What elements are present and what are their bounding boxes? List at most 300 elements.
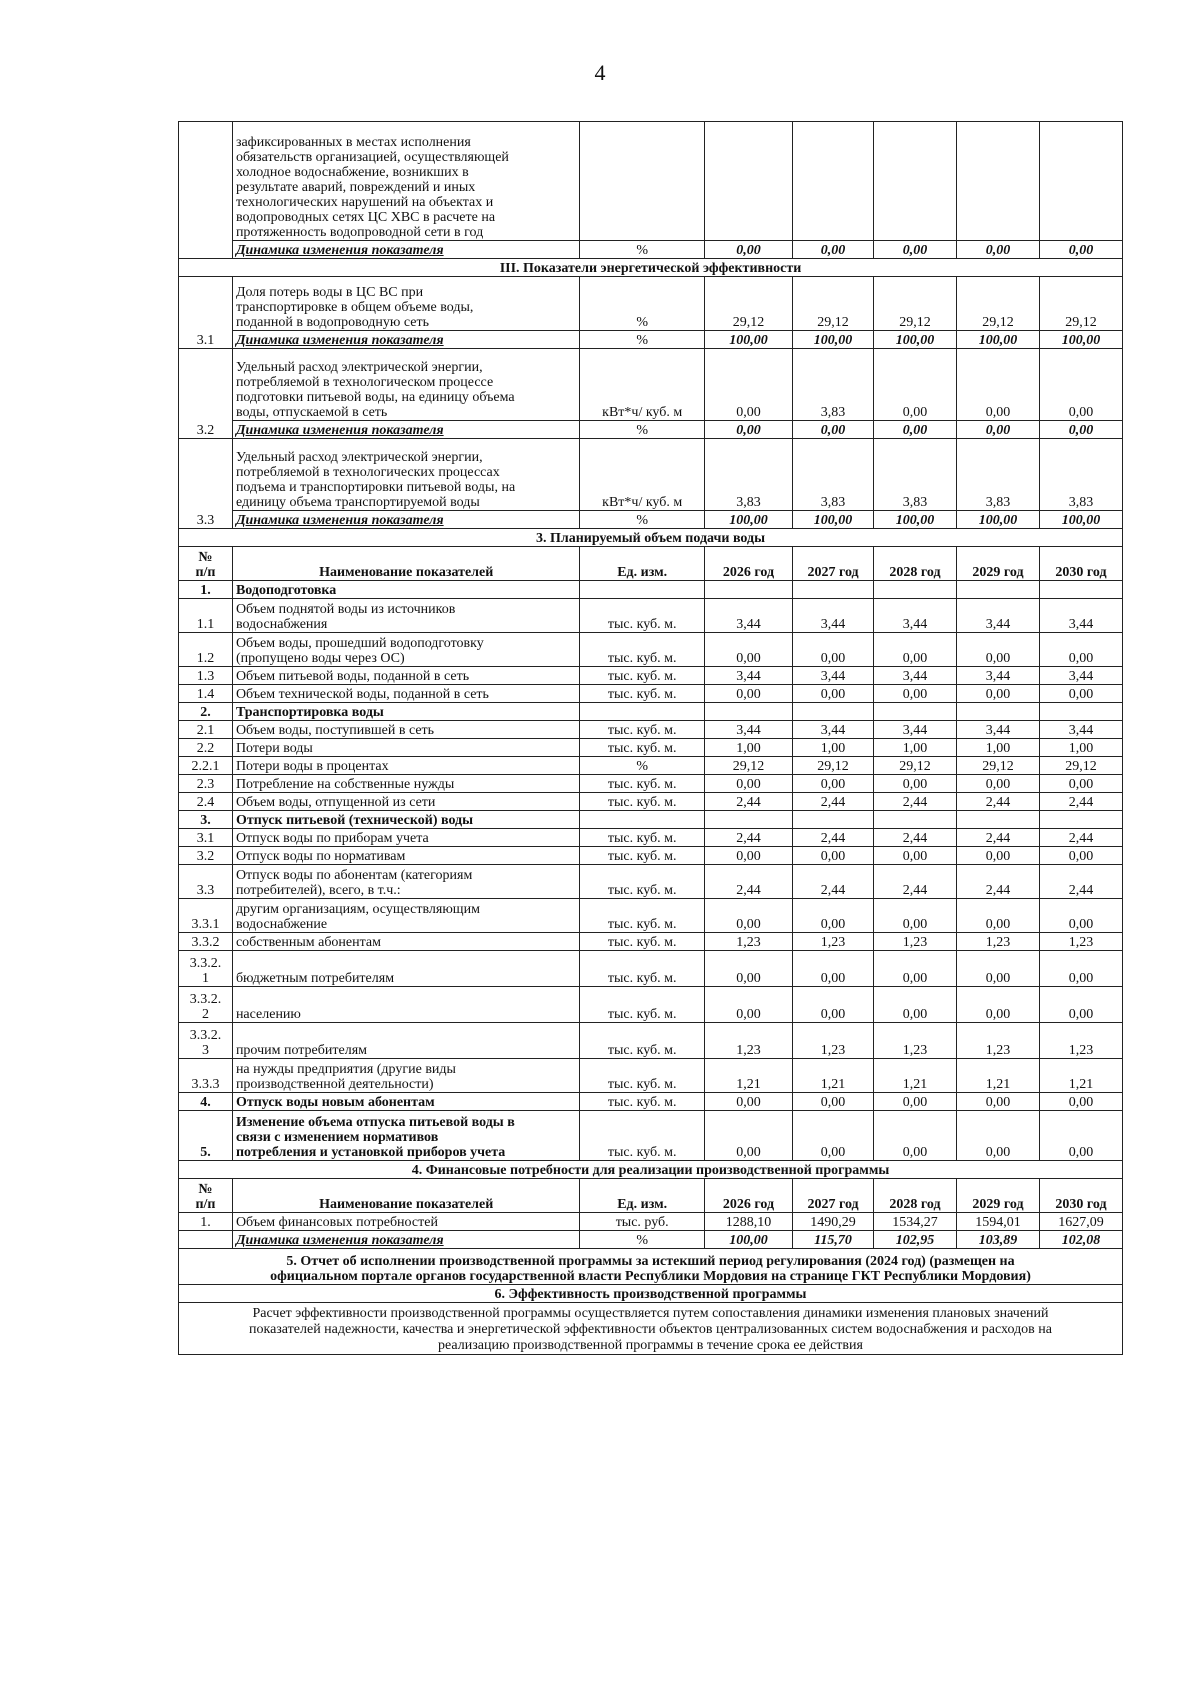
dynamics-label-cell [232, 331, 580, 349]
value-cell: 0,00 [793, 1093, 874, 1111]
indicator-name-cell [232, 349, 580, 421]
empty-cell [874, 811, 957, 829]
dynamics-value-cell: 0,00 [1039, 241, 1122, 259]
value-cell: 29,12 [1039, 757, 1122, 775]
value-cell: 0,00 [793, 1111, 874, 1161]
dynamics-row [179, 511, 1123, 529]
table-row [179, 599, 1123, 633]
value-cell: 0,00 [704, 349, 792, 421]
value-cell: 1,23 [1039, 1023, 1122, 1059]
indicator-name-cell: Отпуск воды по приборам учета [232, 829, 580, 847]
group-row [179, 703, 1123, 721]
empty-cell [1039, 703, 1122, 721]
value-cell: 1,00 [956, 739, 1039, 757]
indicator-name-cell: Потери воды в процентах [232, 757, 580, 775]
value-cell: 0,00 [1039, 1093, 1122, 1111]
dynamics-row [179, 241, 1123, 259]
value-cell: 0,00 [956, 1093, 1039, 1111]
empty-cell [1039, 581, 1122, 599]
unit-cell: тыс. куб. м. [580, 739, 704, 757]
value-cell: 0,00 [956, 951, 1039, 987]
table-row [179, 1059, 1123, 1093]
unit-cell: тыс. куб. м. [580, 685, 704, 703]
value-cell: 2,44 [956, 829, 1039, 847]
value-cell: 0,00 [874, 685, 957, 703]
dynamics-row [179, 331, 1123, 349]
value-cell: 1,23 [874, 1023, 957, 1059]
indicator-name-cell-line: транспортировке в общем объеме воды, [235, 300, 474, 315]
indicator-name-cell [232, 1059, 580, 1093]
unit-cell: % [580, 1231, 704, 1249]
num-cell-line: 3.3.2. [189, 1028, 222, 1043]
table-row [179, 349, 1123, 421]
header-num-cell [179, 547, 233, 581]
efficiency-text-cell-line: показателей надежности, качества и энергетической эффективности объектов централизованных систем водоснабжения и расходов на [248, 1322, 1053, 1337]
group-row [179, 581, 1123, 599]
indicator-name-cell-line: подъема и транспортировки питьевой воды, на [235, 480, 516, 495]
value-cell: 2,44 [874, 793, 957, 811]
value-cell: 3,83 [1039, 439, 1122, 511]
empty-cell [956, 122, 1039, 241]
table-row [179, 439, 1123, 511]
value-cell: 0,00 [956, 349, 1039, 421]
num-cell: 1. [179, 581, 233, 599]
value-cell: 29,12 [874, 277, 957, 331]
indicator-name-cell-line: Удельный расход электрической энергии, [235, 360, 483, 375]
value-cell: 1,23 [793, 933, 874, 951]
value-cell: 0,00 [1039, 1111, 1122, 1161]
header-year-cell: 2030 год [1039, 1179, 1122, 1213]
value-cell: 0,00 [704, 847, 792, 865]
unit-cell: % [580, 331, 704, 349]
dynamics-value-cell: 102,08 [1039, 1231, 1122, 1249]
indicator-name-cell-line: поданной в водопроводную сеть [235, 315, 429, 330]
value-cell: 3,44 [874, 599, 957, 633]
num-cell: 1.3 [179, 667, 233, 685]
empty-cell [793, 122, 874, 241]
empty-cell [580, 703, 704, 721]
efficiency-row [179, 1303, 1123, 1355]
indicator-name-cell [232, 599, 580, 633]
header-year-cell: 2028 год [874, 547, 957, 581]
num-cell: 2.3 [179, 775, 233, 793]
num-cell: 2. [179, 703, 233, 721]
value-cell: 1,23 [1039, 933, 1122, 951]
header-year-cell: 2030 год [1039, 547, 1122, 581]
empty-cell [580, 581, 704, 599]
efficiency-text-cell-line: реализацию производственной программы в течение срока ее действия [438, 1338, 863, 1353]
value-cell: 3,44 [956, 721, 1039, 739]
report-cell [179, 1249, 1123, 1285]
value-cell: 1,00 [1039, 739, 1122, 757]
num-cell: 3.3 [179, 865, 233, 899]
value-cell: 0,00 [1039, 987, 1122, 1023]
value-cell: 3,44 [874, 721, 957, 739]
efficiency-text-cell [179, 1303, 1123, 1355]
dynamics-value-cell: 0,00 [956, 241, 1039, 259]
indicator-name-cell: Водоподготовка [232, 581, 580, 599]
value-cell: 1594,01 [956, 1213, 1039, 1231]
unit-cell: % [580, 277, 704, 331]
value-cell: 29,12 [793, 277, 874, 331]
indicator-name-cell: собственным абонентам [232, 933, 580, 951]
indicator-name-cell-line: водоснабжение [235, 917, 328, 932]
value-cell: 1288,10 [704, 1213, 792, 1231]
value-cell: 0,00 [956, 633, 1039, 667]
section-title-finance: 4. Финансовые потребности для реализации производственной программы [179, 1161, 1123, 1179]
dynamics-label-cell-text: Динамика изменения показателя [235, 243, 444, 258]
indicator-name-cell-line: единицу объема транспортируемой воды [235, 495, 480, 510]
dynamics-label-cell-text: Динамика изменения показателя [235, 513, 444, 528]
value-cell: 0,00 [704, 633, 792, 667]
value-cell: 1490,29 [793, 1213, 874, 1231]
table-row [179, 775, 1123, 793]
header-year-cell: 2028 год [874, 1179, 957, 1213]
value-cell: 0,00 [956, 899, 1039, 933]
value-cell: 3,44 [704, 667, 792, 685]
value-cell: 0,00 [704, 1093, 792, 1111]
indicator-name-cell-line: водопроводных сетях ЦС ХВС в расчете на [235, 210, 496, 225]
value-cell: 2,44 [793, 793, 874, 811]
indicator-name-cell: Потери воды [232, 739, 580, 757]
efficiency-text-cell-line: Расчет эффективности производственной программы осуществляется путем сопоставления динамики изменения плановых значений [252, 1306, 1049, 1321]
value-cell: 1,21 [956, 1059, 1039, 1093]
header-year-cell: 2027 год [793, 1179, 874, 1213]
dynamics-value-cell: 100,00 [956, 511, 1039, 529]
dynamics-label-cell-text: Динамика изменения показателя [235, 423, 444, 438]
value-cell: 0,00 [874, 987, 957, 1023]
indicator-name-cell-line: на нужды предприятия (другие виды [235, 1062, 456, 1077]
indicator-name-cell [232, 122, 580, 241]
value-cell: 0,00 [704, 951, 792, 987]
empty-cell [956, 703, 1039, 721]
value-cell: 3,44 [1039, 599, 1122, 633]
value-cell: 0,00 [874, 1093, 957, 1111]
indicator-name-cell-line: Удельный расход электрической энергии, [235, 450, 483, 465]
num-cell: 3.3.2 [179, 933, 233, 951]
dynamics-value-cell: 0,00 [874, 241, 957, 259]
num-cell [179, 987, 233, 1023]
dynamics-value-cell: 0,00 [1039, 421, 1122, 439]
table-row [179, 739, 1123, 757]
indicator-name-cell-line: водоснабжения [235, 617, 328, 632]
value-cell: 0,00 [1039, 685, 1122, 703]
indicator-name-cell: Объем воды, поступившей в сеть [232, 721, 580, 739]
value-cell: 3,83 [704, 439, 792, 511]
indicator-name-cell-line: Изменение объема отпуска питьевой воды в [235, 1115, 515, 1130]
unit-cell: % [580, 511, 704, 529]
empty-cell [956, 811, 1039, 829]
value-cell: 0,00 [793, 847, 874, 865]
empty-cell [874, 122, 957, 241]
num-cell: 2.4 [179, 793, 233, 811]
value-cell: 0,00 [956, 685, 1039, 703]
unit-cell: тыс. куб. м. [580, 667, 704, 685]
value-cell: 1,23 [874, 933, 957, 951]
empty-cell [704, 122, 792, 241]
indicator-name-cell: Объем воды, отпущенной из сети [232, 793, 580, 811]
dynamics-label-cell [232, 1231, 580, 1249]
unit-cell: тыс. куб. м. [580, 899, 704, 933]
value-cell: 0,00 [793, 775, 874, 793]
indicator-name-cell-line: воды, отпускаемой в сеть [235, 405, 388, 420]
dynamics-value-cell: 100,00 [704, 511, 792, 529]
dynamics-value-cell: 0,00 [793, 421, 874, 439]
num-cell: 3. [179, 811, 233, 829]
value-cell: 29,12 [874, 757, 957, 775]
indicator-name-cell: Потребление на собственные нужды [232, 775, 580, 793]
dynamics-value-cell: 103,89 [956, 1231, 1039, 1249]
value-cell: 2,44 [956, 865, 1039, 899]
num-cell [179, 122, 233, 259]
section-title-row [179, 1285, 1123, 1303]
value-cell: 0,00 [704, 775, 792, 793]
value-cell: 3,83 [956, 439, 1039, 511]
report-row [179, 1249, 1123, 1285]
table-row [179, 122, 1123, 241]
value-cell: 0,00 [874, 951, 957, 987]
header-num-cell [179, 1179, 233, 1213]
value-cell: 1,23 [956, 933, 1039, 951]
num-cell: 3.1 [179, 829, 233, 847]
table-row [179, 1213, 1123, 1231]
production-program-table [178, 121, 1123, 1355]
section-title-energy: III. Показатели энергетической эффективности [179, 259, 1123, 277]
empty-cell [874, 581, 957, 599]
unit-cell: тыс. куб. м. [580, 721, 704, 739]
header-num-cell-line: п/п [195, 565, 216, 580]
unit-cell: тыс. куб. м. [580, 829, 704, 847]
num-cell: 5. [179, 1111, 233, 1161]
value-cell: 3,44 [793, 599, 874, 633]
value-cell: 2,44 [874, 829, 957, 847]
dynamics-value-cell: 100,00 [1039, 331, 1122, 349]
indicator-name-cell [232, 277, 580, 331]
dynamics-value-cell: 100,00 [704, 331, 792, 349]
empty-cell [704, 703, 792, 721]
header-year-cell: 2027 год [793, 547, 874, 581]
value-cell: 0,00 [793, 987, 874, 1023]
num-cell [179, 951, 233, 987]
header-year-cell: 2029 год [956, 1179, 1039, 1213]
indicator-name-cell: Объем питьевой воды, поданной в сеть [232, 667, 580, 685]
dynamics-value-cell: 0,00 [874, 421, 957, 439]
value-cell: 1,21 [874, 1059, 957, 1093]
empty-cell [704, 811, 792, 829]
num-cell [179, 1023, 233, 1059]
indicator-name-cell: прочим потребителям [232, 1023, 580, 1059]
indicator-name-cell: Объем технической воды, поданной в сеть [232, 685, 580, 703]
unit-cell: тыс. куб. м. [580, 1111, 704, 1161]
value-cell: 3,44 [956, 599, 1039, 633]
value-cell: 3,83 [793, 349, 874, 421]
value-cell: 0,00 [956, 847, 1039, 865]
table-row [179, 1023, 1123, 1059]
value-cell: 0,00 [874, 1111, 957, 1161]
indicator-name-cell-line: Объем воды, прошедший водоподготовку [235, 636, 484, 651]
value-cell: 29,12 [793, 757, 874, 775]
indicator-name-cell-line: холодное водоснабжение, возникших в [235, 165, 469, 180]
value-cell: 0,00 [874, 899, 957, 933]
empty-cell [793, 581, 874, 599]
dynamics-value-cell: 100,00 [793, 331, 874, 349]
empty-cell [874, 703, 957, 721]
table-row [179, 277, 1123, 331]
value-cell: 3,83 [874, 439, 957, 511]
unit-cell: кВт*ч/ куб. м [580, 439, 704, 511]
value-cell: 3,44 [1039, 667, 1122, 685]
value-cell: 0,00 [1039, 847, 1122, 865]
report-cell-line: 5. Отчет об исполнении производственной программы за истекший период регулирования (2024 год) (размещен на [286, 1254, 1015, 1269]
table-row [179, 829, 1123, 847]
num-cell: 1.4 [179, 685, 233, 703]
header-num-cell-line: № [198, 550, 213, 565]
dynamics-label-cell-text: Динамика изменения показателя [235, 333, 444, 348]
dynamics-value-cell: 0,00 [704, 421, 792, 439]
section-title-row [179, 259, 1123, 277]
value-cell: 2,44 [1039, 829, 1122, 847]
unit-cell: тыс. куб. м. [580, 865, 704, 899]
empty-cell [704, 581, 792, 599]
indicator-name-cell: населению [232, 987, 580, 1023]
group-row [179, 1093, 1123, 1111]
unit-cell: тыс. куб. м. [580, 847, 704, 865]
value-cell: 1,00 [793, 739, 874, 757]
num-cell-line: 3.3.2. [189, 956, 222, 971]
value-cell: 1,21 [1039, 1059, 1122, 1093]
value-cell: 3,44 [956, 667, 1039, 685]
value-cell: 0,00 [793, 951, 874, 987]
header-name-cell: Наименование показателей [232, 1179, 580, 1213]
empty-cell [1039, 122, 1122, 241]
value-cell: 3,83 [793, 439, 874, 511]
value-cell: 29,12 [704, 757, 792, 775]
dynamics-value-cell: 0,00 [793, 241, 874, 259]
value-cell: 0,00 [956, 1111, 1039, 1161]
header-year-cell: 2029 год [956, 547, 1039, 581]
indicator-name-cell: Объем финансовых потребностей [232, 1213, 580, 1231]
empty-cell [1039, 811, 1122, 829]
section-title-supply: 3. Планируемый объем подачи воды [179, 529, 1123, 547]
value-cell: 0,00 [874, 349, 957, 421]
indicator-name-cell-line: производственной деятельности) [235, 1077, 434, 1092]
value-cell: 3,44 [874, 667, 957, 685]
indicator-name-cell [232, 865, 580, 899]
value-cell: 0,00 [704, 1111, 792, 1161]
table-row [179, 951, 1123, 987]
header-year-cell: 2026 год [704, 1179, 792, 1213]
value-cell: 2,44 [704, 865, 792, 899]
value-cell: 3,44 [793, 721, 874, 739]
unit-cell: тыс. куб. м. [580, 633, 704, 667]
value-cell: 1534,27 [874, 1213, 957, 1231]
table-row [179, 899, 1123, 933]
unit-cell: тыс. куб. м. [580, 775, 704, 793]
header-unit-cell: Ед. изм. [580, 1179, 704, 1213]
value-cell: 3,44 [704, 721, 792, 739]
table-row [179, 987, 1123, 1023]
indicator-name-cell-line: связи с изменением нормативов [235, 1130, 439, 1145]
dynamics-value-cell: 100,00 [704, 1231, 792, 1249]
indicator-name-cell: Отпуск питьевой (технической) воды [232, 811, 580, 829]
unit-cell: % [580, 241, 704, 259]
indicator-name-cell-line: потребляемой в технологическом процессе [235, 375, 494, 390]
indicator-name-cell-line: Объем поднятой воды из источников [235, 602, 456, 617]
table-row [179, 757, 1123, 775]
dynamics-label-cell [232, 511, 580, 529]
table-row [179, 933, 1123, 951]
indicator-name-cell-line: другим организациям, осуществляющим [235, 902, 480, 917]
unit-cell: тыс. куб. м. [580, 1023, 704, 1059]
value-cell: 3,44 [704, 599, 792, 633]
table-row [179, 721, 1123, 739]
value-cell: 2,44 [793, 865, 874, 899]
value-cell: 29,12 [1039, 277, 1122, 331]
value-cell: 3,44 [1039, 721, 1122, 739]
value-cell: 29,12 [956, 757, 1039, 775]
value-cell: 0,00 [1039, 899, 1122, 933]
value-cell: 29,12 [956, 277, 1039, 331]
value-cell: 1627,09 [1039, 1213, 1122, 1231]
indicator-name-cell: Отпуск воды новым абонентам [232, 1093, 580, 1111]
num-cell: 4. [179, 1093, 233, 1111]
indicator-name-cell-line: подготовки питьевой воды, на единицу объема [235, 390, 515, 405]
unit-cell: тыс. куб. м. [580, 933, 704, 951]
dynamics-label-cell [232, 421, 580, 439]
unit-cell: тыс. куб. м. [580, 987, 704, 1023]
num-cell: 2.2.1 [179, 757, 233, 775]
unit-cell: % [580, 757, 704, 775]
table-row [179, 793, 1123, 811]
value-cell: 1,00 [704, 739, 792, 757]
value-cell: 0,00 [874, 633, 957, 667]
indicator-name-cell [232, 439, 580, 511]
dynamics-row [179, 1231, 1123, 1249]
empty-cell [793, 703, 874, 721]
num-cell: 3.2 [179, 349, 233, 439]
dynamics-label-cell [232, 241, 580, 259]
value-cell: 0,00 [956, 987, 1039, 1023]
indicator-name-cell: бюджетным потребителям [232, 951, 580, 987]
empty-cell [179, 1231, 233, 1249]
indicator-name-cell-line: потребляемой в технологических процессах [235, 465, 500, 480]
unit-cell: тыс. руб. [580, 1213, 704, 1231]
value-cell: 1,21 [793, 1059, 874, 1093]
value-cell: 2,44 [1039, 865, 1122, 899]
unit-cell: тыс. куб. м. [580, 1059, 704, 1093]
num-cell-line: 1 [201, 971, 209, 986]
indicator-name-cell-line: технологических нарушений на объектах и [235, 195, 494, 210]
dynamics-label-cell-text: Динамика изменения показателя [235, 1233, 444, 1248]
dynamics-value-cell: 100,00 [956, 331, 1039, 349]
value-cell: 0,00 [793, 685, 874, 703]
value-cell: 0,00 [1039, 951, 1122, 987]
num-cell-line: 3.3.2. [189, 992, 222, 1007]
table-row [179, 865, 1123, 899]
value-cell: 1,23 [956, 1023, 1039, 1059]
value-cell: 3,44 [793, 667, 874, 685]
indicator-name-cell-line: обязательств организацией, осуществляющей [235, 150, 509, 165]
unit-cell: тыс. куб. м. [580, 793, 704, 811]
indicator-name-cell-line: потребителей), всего, в т.ч.: [235, 883, 401, 898]
dynamics-value-cell: 100,00 [1039, 511, 1122, 529]
indicator-name-cell-line: результате аварий, повреждений и иных [235, 180, 476, 195]
unit-cell: тыс. куб. м. [580, 951, 704, 987]
value-cell: 0,00 [874, 775, 957, 793]
dynamics-value-cell: 0,00 [704, 241, 792, 259]
value-cell: 0,00 [956, 775, 1039, 793]
value-cell: 0,00 [704, 899, 792, 933]
